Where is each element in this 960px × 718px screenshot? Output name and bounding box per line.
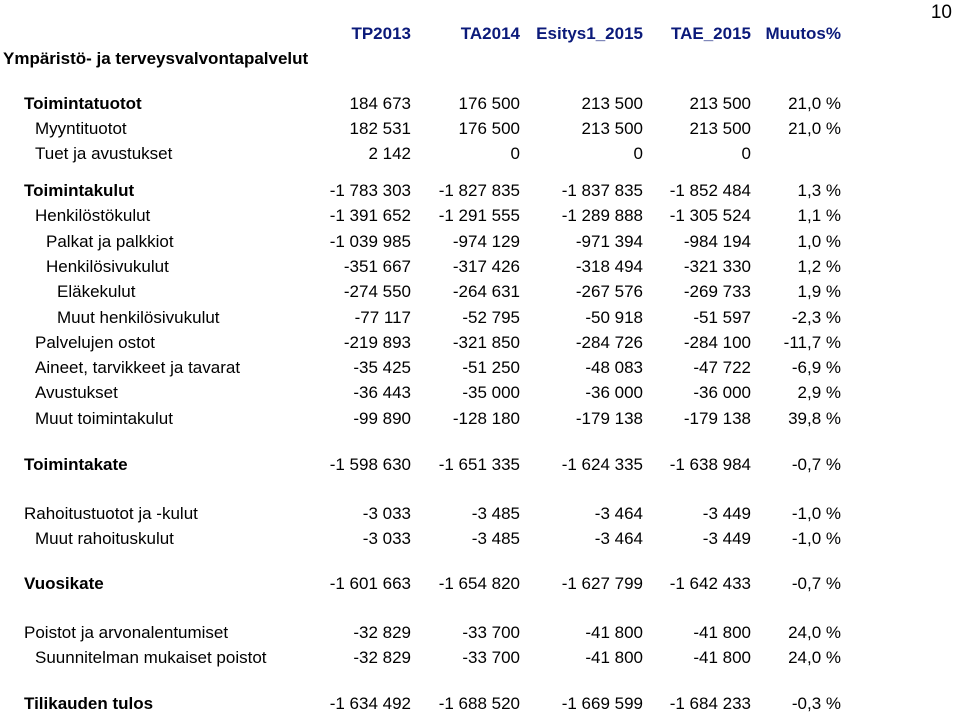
- cell-tp2013: -32 829: [353, 623, 411, 642]
- row-label: Henkilöstökulut: [35, 206, 151, 225]
- cell-ta2014: -1 688 520: [438, 694, 520, 713]
- row-label: Rahoitustuotot ja -kulut: [24, 504, 198, 523]
- table-row: [0, 623, 960, 647]
- cell-tae-2015: -1 684 233: [669, 694, 751, 713]
- cell-muutos-: 24,0 %: [788, 623, 841, 642]
- cell-muutos-: -11,7 %: [783, 333, 841, 352]
- table-row: [0, 574, 960, 598]
- cell-muutos-: 1,3 %: [797, 181, 841, 200]
- cell-ta2014: -33 700: [462, 648, 520, 667]
- cell-muutos-: -0,7 %: [791, 455, 841, 474]
- cell-tp2013: -219 893: [343, 333, 411, 352]
- table-row: [0, 181, 960, 205]
- cell-esitys1-2015: -1 669 599: [561, 694, 643, 713]
- cell-tp2013: -35 425: [353, 358, 411, 377]
- cell-ta2014: -317 426: [452, 257, 520, 276]
- cell-tp2013: -1 783 303: [329, 181, 411, 200]
- cell-tae-2015: -3 449: [702, 529, 751, 548]
- cell-tae-2015: -1 642 433: [669, 574, 751, 593]
- cell-tp2013: -1 601 663: [329, 574, 411, 593]
- cell-esitys1-2015: -50 918: [585, 308, 643, 327]
- column-header-esitys1-2015: Esitys1_2015: [536, 24, 643, 43]
- table-row: [0, 648, 960, 672]
- cell-tp2013: 182 531: [349, 119, 411, 138]
- row-label: Aineet, tarvikkeet ja tavarat: [35, 358, 241, 377]
- cell-tp2013: -32 829: [353, 648, 411, 667]
- cell-esitys1-2015: -48 083: [585, 358, 643, 377]
- cell-ta2014: -1 827 835: [438, 181, 520, 200]
- row-label: Henkilösivukulut: [46, 257, 169, 276]
- cell-esitys1-2015: 213 500: [581, 119, 643, 138]
- cell-esitys1-2015: -3 464: [594, 504, 643, 523]
- cell-ta2014: -974 129: [452, 232, 520, 251]
- cell-tae-2015: -41 800: [693, 623, 751, 642]
- cell-ta2014: -3 485: [471, 504, 520, 523]
- cell-esitys1-2015: 213 500: [581, 94, 643, 113]
- table-row: [0, 358, 960, 382]
- row-label: Tuet ja avustukset: [35, 144, 173, 163]
- cell-esitys1-2015: -971 394: [575, 232, 643, 251]
- row-label: Palvelujen ostot: [35, 333, 156, 352]
- row-label: Vuosikate: [24, 574, 104, 593]
- row-label: Muut henkilösivukulut: [57, 308, 220, 327]
- cell-tp2013: -77 117: [354, 308, 411, 327]
- cell-muutos-: -2,3 %: [791, 308, 841, 327]
- cell-esitys1-2015: -41 800: [585, 623, 643, 642]
- column-header-tp2013: TP2013: [351, 24, 411, 43]
- cell-tp2013: -351 667: [343, 257, 411, 276]
- table-row: [0, 232, 960, 256]
- row-label: Poistot ja arvonalentumiset: [24, 623, 229, 642]
- cell-tp2013: -274 550: [343, 282, 411, 301]
- cell-tae-2015: -269 733: [683, 282, 751, 301]
- cell-tp2013: 2 142: [368, 144, 411, 163]
- row-label: Avustukset: [35, 383, 118, 402]
- cell-tae-2015: -1 305 524: [669, 206, 751, 225]
- cell-ta2014: 0: [510, 144, 520, 163]
- cell-tp2013: -3 033: [362, 504, 411, 523]
- cell-ta2014: -128 180: [452, 409, 520, 428]
- table-row: [0, 94, 960, 118]
- column-header-ta2014: TA2014: [460, 24, 520, 43]
- cell-ta2014: -1 651 335: [438, 455, 520, 474]
- cell-tp2013: -99 890: [353, 409, 411, 428]
- cell-esitys1-2015: -3 464: [594, 529, 643, 548]
- cell-muutos-: 1,0 %: [797, 232, 841, 251]
- cell-muutos-: -0,3 %: [791, 694, 841, 713]
- cell-esitys1-2015: -318 494: [575, 257, 643, 276]
- table-row: [0, 383, 960, 407]
- table-row: [0, 144, 960, 168]
- cell-ta2014: -3 485: [471, 529, 520, 548]
- row-label: Myyntituotot: [35, 119, 127, 138]
- row-label: Eläkekulut: [57, 282, 136, 301]
- table-row: [0, 504, 960, 528]
- cell-tae-2015: -3 449: [702, 504, 751, 523]
- cell-tae-2015: -179 138: [683, 409, 751, 428]
- cell-muutos-: 1,2 %: [797, 257, 841, 276]
- cell-muutos-: 21,0 %: [788, 119, 841, 138]
- cell-tae-2015: -284 100: [683, 333, 751, 352]
- row-label: Palkat ja palkkiot: [46, 232, 174, 251]
- cell-tp2013: -1 634 492: [329, 694, 411, 713]
- cell-esitys1-2015: -1 627 799: [561, 574, 643, 593]
- cell-esitys1-2015: -284 726: [575, 333, 643, 352]
- cell-tae-2015: -47 722: [693, 358, 751, 377]
- cell-muutos-: 1,9 %: [797, 282, 841, 301]
- page-number: 10: [930, 2, 952, 23]
- cell-tae-2015: -321 330: [683, 257, 751, 276]
- cell-muutos-: 2,9 %: [797, 383, 841, 402]
- table-row: [0, 119, 960, 143]
- cell-muutos-: -0,7 %: [791, 574, 841, 593]
- cell-ta2014: -321 850: [452, 333, 520, 352]
- cell-muutos-: -1,0 %: [791, 529, 841, 548]
- cell-tp2013: -1 039 985: [329, 232, 411, 251]
- cell-tae-2015: 213 500: [689, 94, 751, 113]
- table-row: [0, 206, 960, 230]
- row-label: Toimintatuotot: [24, 94, 142, 113]
- table-row: [0, 529, 960, 553]
- cell-ta2014: -1 654 820: [438, 574, 520, 593]
- cell-muutos-: 1,1 %: [797, 206, 841, 225]
- cell-ta2014: -33 700: [462, 623, 520, 642]
- cell-esitys1-2015: -179 138: [575, 409, 643, 428]
- cell-esitys1-2015: -1 624 335: [561, 455, 643, 474]
- cell-tae-2015: -1 638 984: [669, 455, 751, 474]
- cell-esitys1-2015: -1 837 835: [561, 181, 643, 200]
- column-header-tae-2015: TAE_2015: [670, 24, 751, 43]
- cell-ta2014: 176 500: [458, 119, 520, 138]
- column-headers: [0, 24, 960, 46]
- row-label: Toimintakulut: [24, 181, 135, 200]
- cell-tp2013: -36 443: [353, 383, 411, 402]
- cell-muutos-: 21,0 %: [788, 94, 841, 113]
- cell-tae-2015: -51 597: [693, 308, 751, 327]
- cell-muutos-: 39,8 %: [788, 409, 841, 428]
- cell-esitys1-2015: -36 000: [585, 383, 643, 402]
- cell-ta2014: -264 631: [452, 282, 520, 301]
- row-label: Toimintakate: [24, 455, 128, 474]
- cell-ta2014: -1 291 555: [438, 206, 520, 225]
- cell-tp2013: -1 391 652: [329, 206, 411, 225]
- cell-ta2014: -52 795: [462, 308, 520, 327]
- table-row: [0, 409, 960, 433]
- cell-esitys1-2015: 0: [633, 144, 643, 163]
- table-row: [0, 455, 960, 479]
- cell-tae-2015: 0: [741, 144, 751, 163]
- column-header-muutos: Muutos%: [765, 24, 841, 43]
- cell-tp2013: -3 033: [362, 529, 411, 548]
- cell-tae-2015: -41 800: [693, 648, 751, 667]
- cell-esitys1-2015: -41 800: [585, 648, 643, 667]
- cell-muutos-: 24,0 %: [788, 648, 841, 667]
- row-label: Muut toimintakulut: [35, 409, 173, 428]
- cell-tp2013: -1 598 630: [329, 455, 411, 474]
- cell-muutos-: -6,9 %: [791, 358, 841, 377]
- cell-ta2014: -35 000: [462, 383, 520, 402]
- table-row: [0, 694, 960, 718]
- table-title: Ympäristö- ja terveysvalvontapalvelut: [3, 49, 309, 68]
- row-label: Tilikauden tulos: [24, 694, 154, 713]
- cell-tae-2015: 213 500: [689, 119, 751, 138]
- cell-ta2014: 176 500: [458, 94, 520, 113]
- table-row: [0, 333, 960, 357]
- table-row: [0, 308, 960, 332]
- table-row: [0, 282, 960, 306]
- cell-tp2013: 184 673: [349, 94, 411, 113]
- row-label: Suunnitelman mukaiset poistot: [35, 648, 267, 667]
- table-row: [0, 257, 960, 281]
- cell-tae-2015: -1 852 484: [669, 181, 751, 200]
- cell-esitys1-2015: -1 289 888: [561, 206, 643, 225]
- row-label: Muut rahoituskulut: [35, 529, 174, 548]
- cell-esitys1-2015: -267 576: [575, 282, 643, 301]
- cell-tae-2015: -36 000: [693, 383, 751, 402]
- cell-muutos-: -1,0 %: [791, 504, 841, 523]
- cell-ta2014: -51 250: [462, 358, 520, 377]
- cell-tae-2015: -984 194: [683, 232, 751, 251]
